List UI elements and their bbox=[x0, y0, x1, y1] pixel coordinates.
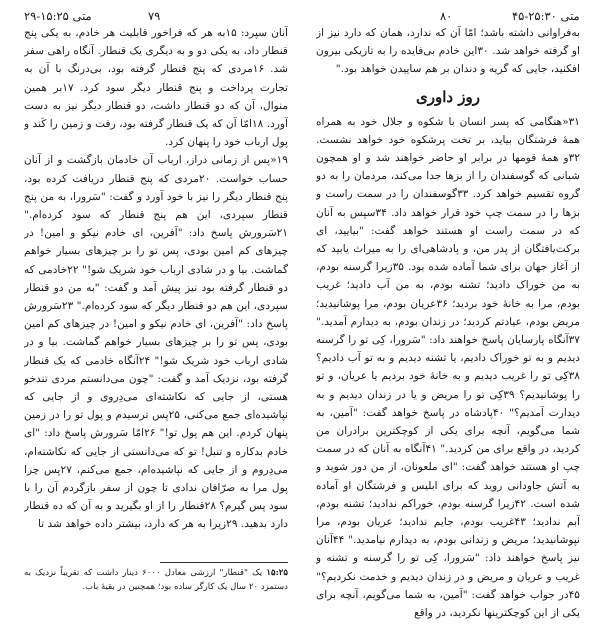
footnote bbox=[24, 566, 288, 594]
left-paragraph-2: ۱۹«پس از زمانی دراز، ارباب آن خادمان بازگشت و از آنان حساب خواست. ۲۰مردی که پنج قنطار دریافت کرده بود، پنج قنطار دیگر را نیز با خود آورد و گفت: "سَرورا، به من پنج قنطار سپردی، این هم پنج قنطار که سود کرده‌ام." ۲۱سَرورش پاسخ داد: "آفرین، ای خادم نیکو و امین! در چیزهای کم امین بودی، پس تو را بر چیزهای بسیار خواهم گماشت. بیا و در شادی ارباب خود شریک شو!" ۲۲خادمی که دو قنطار گرفته بود نیز پیش آمد و گفت: "به من دو قنطار سپردی، این هم دو قنطار دیگر که سود کرده‌ام." ۲۳سَرورش پاسخ داد: "آفرین، ای خادم نیکو و امین! در چیزهای کم امین بودی، پس تو را بر چیزهای بسیار خواهم گماشت. بیا و در شادی ارباب خود شریک شو!" ۲۴آنگاه خادمی که یک قنطار گرفته بود، نزدیک آمد و گفت: "چون می‌دانستم مردی تندخو هستی، از جایی که نکاشته‌ای می‌دِروی و از جایی که نپاشیده‌ای جمع می‌کنی، ۲۵پس ترسیدم و پول تو را در زمین پنهان کردم. این هم پول تو!" ۲۶امّا سَرورش پاسخ داد: "ای خادم بدکاره و تنبل! تو که می‌دانستی از جایی که نکاشته‌ام، می‌دِروم و از جایی که نپاشیده‌ام، جمع می‌کنم، ۲۷پس چرا پول مرا به صرّافان ندادی تا چون از سفر بازگردم آن را با سود پس گیرم؟ ۲۸قنطار را از او بگیرید و به آن که ده قنطار دارد بدهید. ۲۹زیرا به هر که دارد، بیشتر داده خواهد شد تا bbox=[24, 154, 288, 531]
section-heading: روز داوری bbox=[415, 87, 481, 106]
right-page-number: ۸۰ bbox=[440, 9, 453, 23]
right-paragraph-1: به‌فراوانی داشته باشد؛ امّا آن که ندارد، همان که دارد نیز از او گرفته خواهد شد. ۳۰این خادم بی‌فایده را به تاریکی بیرون افکنید، جایی که گریه و دندان بر هم ساییدن خواهد بود." bbox=[316, 27, 580, 76]
footnote-reference: ۱۵:۲۵ bbox=[266, 568, 288, 578]
right-paragraph-2: ۳۱«هنگامی که پسر انسان با شکوه و جلال خود به همراه همهٔ فرشتگان بیاید، بر تخت پرشکوه خود خواهد نشست. ۳۲و همهٔ قومها در برابر او حاضر خواهند شد و او همچون شبانی که گوسفندان را از بزها جدا می‌کند، مردمان را به دو گروه تقسیم خواهد کرد. ۳۳گوسفندان را در سمت راست و بزها را در سمت چپ خود قرار خواهد داد. ۳۴سپس به آنان که در سمت راست او هستند خواهد گفت: "بیایید، ای برکت‌یافتگان از پدر من، و پادشاهی‌ای را به میراث یابید که از آغاز جهان برای شما آماده شده بود. ۳۵زیرا گرسنه بودم، به من خوراک دادید؛ تشنه بودم، به من آب دادید؛ غریب بودم، مرا به خانهٔ خود بردید؛ ۳۶عریان بودم، مرا پوشانیدید؛ مریض بودم، عیادتم کردید؛ در زندان بودم، به دیدارم آمدید." ۳۷آنگاه پارسایان پاسخ خواهند داد: "سَرورا، کِی تو را گرسنه دیدیم و به تو خوراک دادیم، یا تشنه دیدیم و به تو آب دادیم؟ ۳۸کِی تو را غریب دیدیم و به خانهٔ خود بردیم یا عریان، و تو را پوشانیدیم؟ ۳۹کِی تو را مریض و یا در زندان دیدیم و به دیدارت آمدیم؟" ۴۰پادشاه در پاسخ خواهد گفت: "آمین، به شما می‌گویم، آنچه برای یکی از کوچکترین برادران من کردید، در واقع برای من کردید." ۴۱آنگاه به آنان که در سمت چپ او هستند خواهد گفت: "ای ملعونان، از من دور شوید و به آتش جاودانی روید که برای ابلیس و فرشتگان او آماده شده است. ۴۲زیرا گرسنه بودم، خوراکم ندادید؛ تشنه بودم، آبم ندادید؛ ۴۳غریب بودم، جایم ندادید؛ عریان بودم، مرا نپوشانیدید؛ مریض و زندانی بودم، به دیدارم نیامدید." ۴۴آنان نیز پاسخ خواهند داد: "سَرورا، کِی تو را گرسنه و تشنه و غریب و عریان و مریض و در زندان دیدیم و خدمت نکردیم؟" ۴۵در جواب خواهد گفت: "آمین، به شما می‌گویم، آنچه برای یکی از این کوچکترینها نکردید، در واقع bbox=[316, 115, 580, 620]
right-header-reference: متی ۲۵:۳۰-۴۵ bbox=[512, 9, 580, 23]
left-text-column bbox=[24, 24, 288, 584]
right-text-column bbox=[316, 24, 580, 626]
footnote-divider bbox=[160, 562, 288, 563]
left-page-number: ۷۹ bbox=[148, 9, 161, 23]
left-paragraph-1: آنان سپرد: ۱۵به هر که فراخور قابلیت هر خادم، به یکی پنج قنطار داد، به یکی دو و به دیگری یک قنطار. آنگاه راهی سفر شد. ۱۶مردی که پنج قنطار گرفته بود، بی‌درنگ با آن به تجارت پرداخت و پنج قنطار دیگر سود کرد. ۱۷بر همین منوال، آن که دو قنطار داشت، دو قنطار دیگر نیز به دست آورد. ۱۸امّا آن که یک قنطار گرفته بود، رفت و زمین را کَند و پول ارباب خود را پنهان کرد. bbox=[24, 27, 288, 149]
footnote-text: یک "قنطار" ارزشی معادل ۶۰۰۰ دینار داشت که تقریباً نزدیک به دستمزد ۲۰ سال یک کارگر ساده بود؛ همچنین در بقیهٔ باب. bbox=[24, 568, 288, 592]
left-header-reference: متی ۱۵:۲۵-۲۹ bbox=[24, 9, 92, 23]
